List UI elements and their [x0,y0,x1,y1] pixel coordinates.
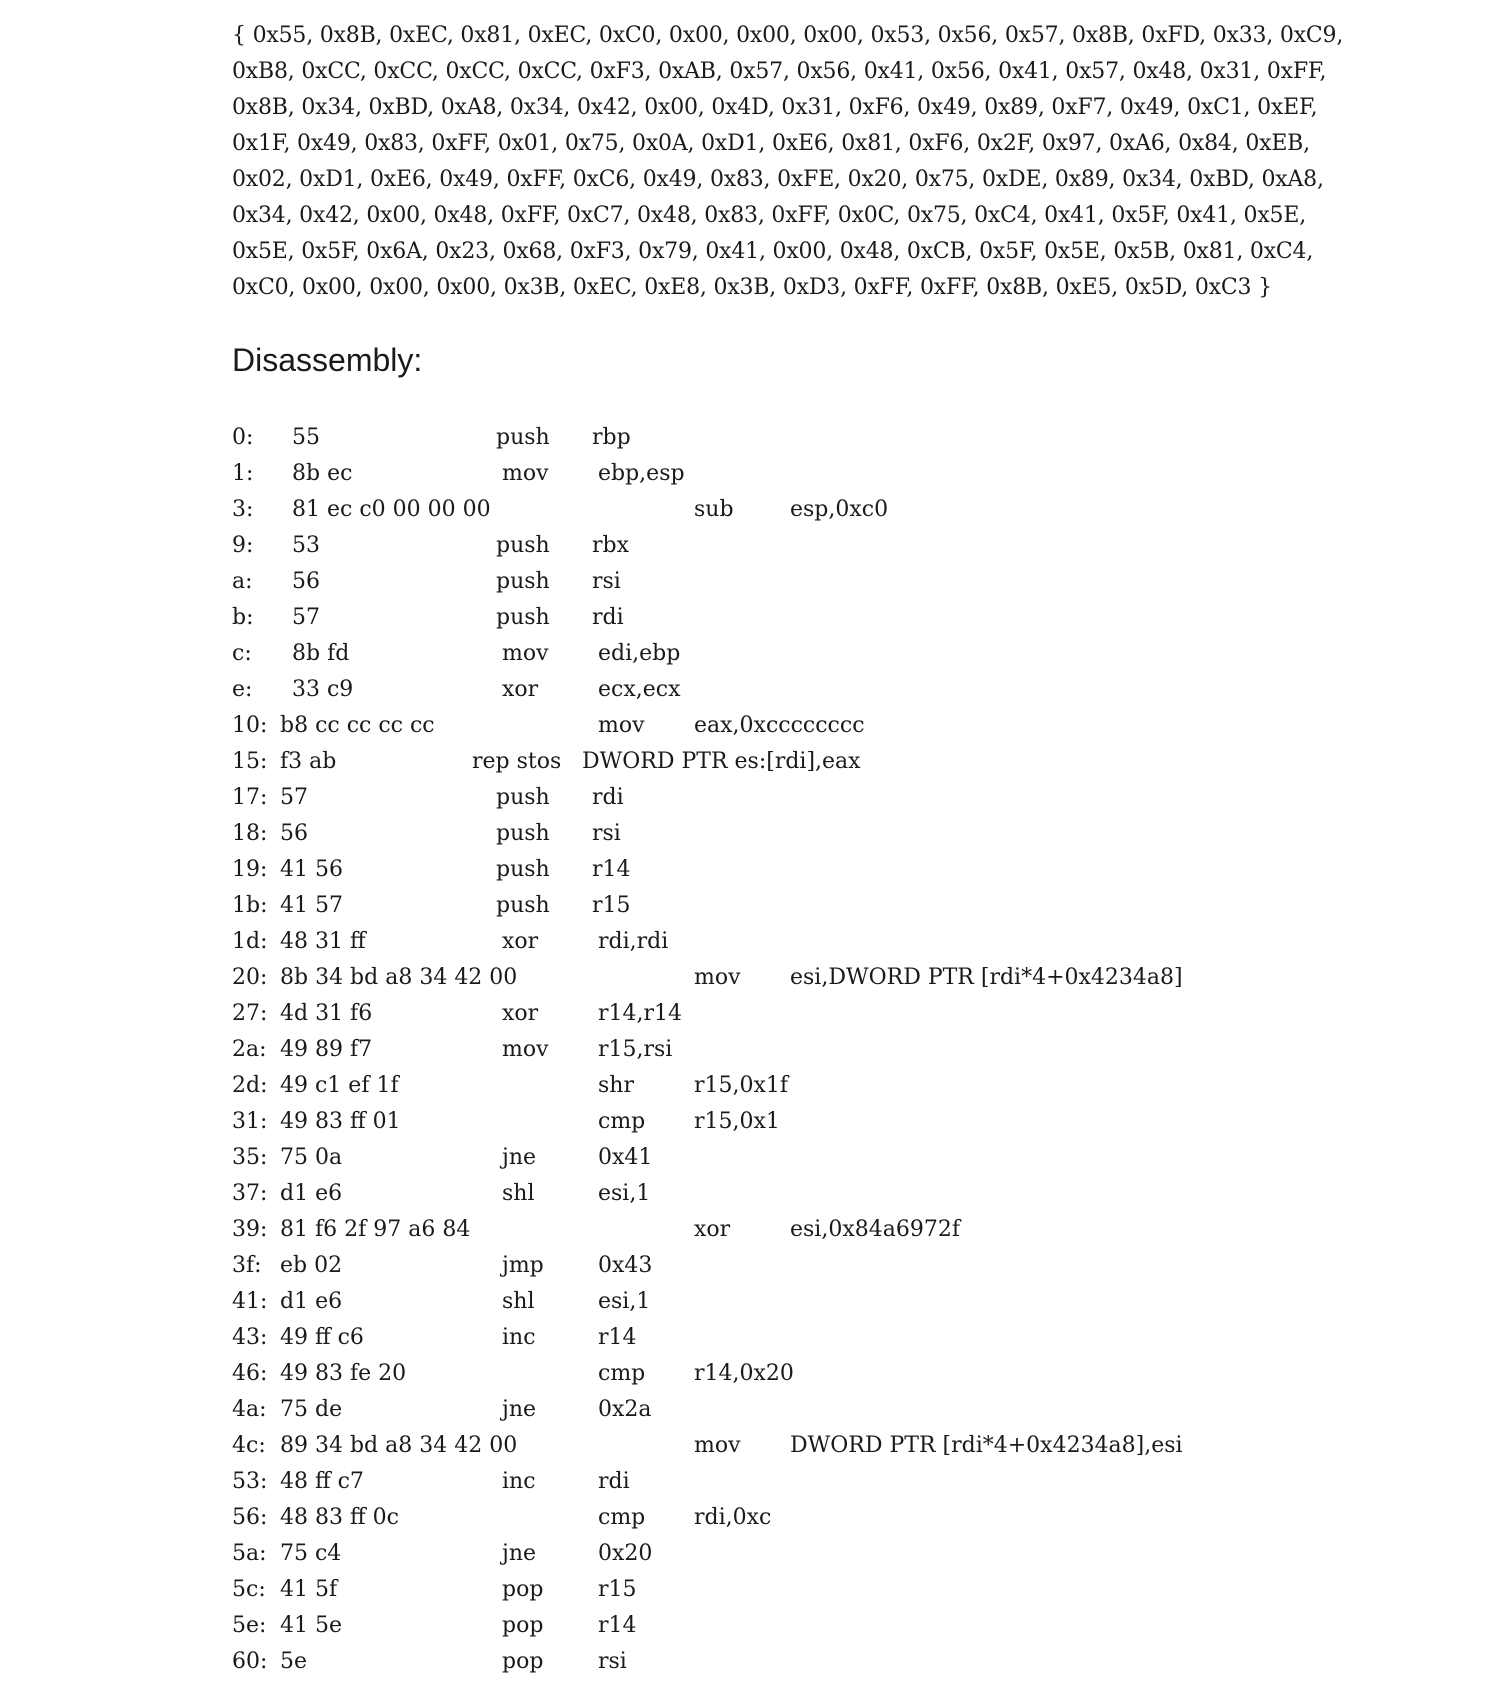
instruction-address: 5c: [232,1577,266,1602]
disassembly-row [232,852,1432,888]
disassembly-row [232,1176,1432,1212]
instruction-operands: rsi [592,569,621,594]
instruction-operands: r15 [592,893,631,918]
instruction-bytes: 48 ff c7 [280,1469,364,1494]
instruction-operands: rdi,0xc [694,1505,772,1530]
instruction-bytes: 75 0a [280,1145,343,1170]
instruction-address: 5a: [232,1541,267,1566]
instruction-operands: r14 [598,1325,637,1350]
instruction-mnemonic: push [496,605,550,630]
instruction-operands: esi,0x84a6972f [790,1217,960,1242]
instruction-bytes: 5e [280,1649,308,1674]
instruction-address: 5e: [232,1613,267,1638]
disassembly-row [232,816,1432,852]
disassembly-row [232,1356,1432,1392]
instruction-address: e: [232,677,253,702]
instruction-bytes: 49 ff c6 [280,1325,364,1350]
disassembly-row [232,636,1432,672]
instruction-bytes: 57 [280,785,308,810]
disassembly-row [232,1032,1432,1068]
instruction-mnemonic: jmp [502,1253,544,1278]
instruction-address: 17: [232,785,268,810]
byte-array-block [232,18,1432,306]
instruction-mnemonic: jne [502,1145,537,1170]
instruction-bytes: 8b 34 bd a8 34 42 00 [280,965,518,990]
instruction-operands: rsi [598,1649,627,1674]
instruction-operands: DWORD PTR es:[rdi],eax [582,749,861,774]
instruction-operands: r14,r14 [598,1001,683,1026]
instruction-address: 2a: [232,1037,267,1062]
byte-line: 0x1F, 0x49, 0x83, 0xFF, 0x01, 0x75, 0x0A, 0xD1, 0xE6, 0x81, 0xF6, 0x2F, 0x97, 0xA6, 0x84, 0xEB, [232,131,1310,156]
byte-line: 0x5E, 0x5F, 0x6A, 0x23, 0x68, 0xF3, 0x79, 0x41, 0x00, 0x48, 0xCB, 0x5F, 0x5E, 0x5B, 0x81, 0xC4, [232,239,1314,264]
byte-line: { 0x55, 0x8B, 0xEC, 0x81, 0xEC, 0xC0, 0x00, 0x00, 0x00, 0x53, 0x56, 0x57, 0x8B, 0xFD, 0x33, 0xC9, [232,23,1344,48]
disassembly-row [232,600,1432,636]
instruction-mnemonic: mov [598,713,645,738]
instruction-bytes: 89 34 bd a8 34 42 00 [280,1433,518,1458]
instruction-mnemonic: inc [502,1325,536,1350]
instruction-mnemonic: push [496,821,550,846]
instruction-address: 9: [232,533,254,558]
instruction-mnemonic: xor [694,1217,731,1242]
instruction-mnemonic: sub [694,497,734,522]
instruction-address: 56: [232,1505,268,1530]
instruction-operands: edi,ebp [598,641,681,666]
instruction-address: 46: [232,1361,268,1386]
instruction-address: 18: [232,821,268,846]
disassembly-row [232,780,1432,816]
disassembly-row [232,888,1432,924]
disassembly-row [232,1464,1432,1500]
instruction-bytes: 55 [292,425,320,450]
instruction-operands: ecx,ecx [598,677,681,702]
disassembly-row [232,420,1432,456]
instruction-address: 1b: [232,893,268,918]
disassembly-row [232,456,1432,492]
instruction-mnemonic: push [496,425,550,450]
disassembly-row [232,1284,1432,1320]
disassembly-row [232,1608,1432,1644]
instruction-mnemonic: xor [502,929,539,954]
instruction-bytes: 49 c1 ef 1f [280,1073,399,1098]
instruction-mnemonic: xor [502,677,539,702]
disassembly-row [232,1140,1432,1176]
instruction-bytes: 49 89 f7 [280,1037,373,1062]
instruction-address: 1: [232,461,254,486]
instruction-operands: r15,0x1 [694,1109,780,1134]
instruction-bytes: 56 [292,569,320,594]
disassembly-row [232,1212,1432,1248]
instruction-mnemonic: push [496,533,550,558]
instruction-operands: 0x43 [598,1253,653,1278]
instruction-bytes: d1 e6 [280,1181,343,1206]
disassembly-row [232,528,1432,564]
instruction-mnemonic: mov [502,641,549,666]
instruction-bytes: 81 ec c0 00 00 00 [292,497,491,522]
instruction-address: 19: [232,857,268,882]
disassembly-row [232,564,1432,600]
disassembly-row [232,1500,1432,1536]
instruction-operands: r15,rsi [598,1037,673,1062]
disassembly-listing [232,420,1432,1680]
instruction-address: 43: [232,1325,268,1350]
instruction-mnemonic: shl [502,1289,535,1314]
disassembly-row [232,924,1432,960]
instruction-bytes: 48 31 ff [280,929,366,954]
instruction-bytes: 41 5e [280,1613,343,1638]
instruction-mnemonic: jne [502,1397,537,1422]
instruction-address: 27: [232,1001,268,1026]
instruction-address: 31: [232,1109,268,1134]
instruction-address: 37: [232,1181,268,1206]
instruction-bytes: 49 83 fe 20 [280,1361,407,1386]
instruction-operands: 0x2a [598,1397,652,1422]
instruction-operands: rbp [592,425,631,450]
instruction-mnemonic: jne [502,1541,537,1566]
instruction-address: 15: [232,749,268,774]
instruction-mnemonic: pop [502,1577,544,1602]
instruction-operands: esp,0xc0 [790,497,889,522]
instruction-operands: 0x41 [598,1145,653,1170]
disassembly-row [232,1572,1432,1608]
instruction-address: 4a: [232,1397,267,1422]
instruction-bytes: 57 [292,605,320,630]
disassembly-row [232,1428,1432,1464]
instruction-bytes: 75 c4 [280,1541,342,1566]
instruction-bytes: eb 02 [280,1253,343,1278]
instruction-address: 10: [232,713,268,738]
disassembly-row [232,672,1432,708]
instruction-mnemonic: pop [502,1649,544,1674]
instruction-bytes: 4d 31 f6 [280,1001,373,1026]
instruction-mnemonic: cmp [598,1361,646,1386]
instruction-operands: esi,DWORD PTR [rdi*4+0x4234a8] [790,965,1183,990]
instruction-mnemonic: rep stos [472,749,562,774]
instruction-bytes: 41 57 [280,893,343,918]
instruction-mnemonic: push [496,857,550,882]
instruction-bytes: 49 83 ff 01 [280,1109,401,1134]
instruction-address: a: [232,569,253,594]
instruction-bytes: 8b fd [292,641,350,666]
instruction-mnemonic: shr [598,1073,634,1098]
instruction-address: c: [232,641,252,666]
instruction-bytes: 53 [292,533,320,558]
instruction-mnemonic: mov [694,965,741,990]
instruction-mnemonic: push [496,893,550,918]
disassembly-row [232,1644,1432,1680]
instruction-mnemonic: shl [502,1181,535,1206]
instruction-mnemonic: push [496,569,550,594]
instruction-operands: r14 [598,1613,637,1638]
instruction-address: 4c: [232,1433,266,1458]
instruction-address: 20: [232,965,268,990]
instruction-mnemonic: mov [502,1037,549,1062]
instruction-bytes: 81 f6 2f 97 a6 84 [280,1217,471,1242]
instruction-operands: 0x20 [598,1541,653,1566]
instruction-operands: esi,1 [598,1289,651,1314]
instruction-address: 41: [232,1289,268,1314]
instruction-mnemonic: mov [694,1433,741,1458]
instruction-bytes: f3 ab [280,749,337,774]
instruction-operands: eax,0xcccccccc [694,713,865,738]
instruction-address: 0: [232,425,254,450]
byte-line: 0xB8, 0xCC, 0xCC, 0xCC, 0xCC, 0xF3, 0xAB, 0x57, 0x56, 0x41, 0x56, 0x41, 0x57, 0x48, 0x31, 0xFF, [232,59,1327,84]
disassembly-row [232,1320,1432,1356]
instruction-bytes: d1 e6 [280,1289,343,1314]
instruction-operands: rsi [592,821,621,846]
disassembly-heading: Disassembly: [232,342,423,378]
instruction-address: 3f: [232,1253,262,1278]
instruction-operands: rbx [592,533,630,558]
disassembly-row [232,996,1432,1032]
instruction-bytes: 56 [280,821,308,846]
instruction-operands: ebp,esp [598,461,685,486]
byte-line: 0x8B, 0x34, 0xBD, 0xA8, 0x34, 0x42, 0x00, 0x4D, 0x31, 0xF6, 0x49, 0x89, 0xF7, 0x49, 0xC1, 0xEF, [232,95,1318,120]
instruction-address: 53: [232,1469,268,1494]
instruction-bytes: 33 c9 [292,677,354,702]
instruction-operands: DWORD PTR [rdi*4+0x4234a8],esi [790,1433,1183,1458]
disassembly-row [232,1104,1432,1140]
disassembly-row [232,492,1432,528]
byte-line: 0x02, 0xD1, 0xE6, 0x49, 0xFF, 0xC6, 0x49, 0x83, 0xFE, 0x20, 0x75, 0xDE, 0x89, 0x34, 0xBD, 0xA8, [232,167,1324,192]
instruction-address: 60: [232,1649,268,1674]
instruction-address: 39: [232,1217,268,1242]
instruction-address: b: [232,605,254,630]
disassembly-row [232,1536,1432,1572]
instruction-operands: r15,0x1f [694,1073,789,1098]
instruction-operands: rdi [598,1469,630,1494]
instruction-bytes: 41 5f [280,1577,338,1602]
disassembly-row [232,708,1432,744]
disassembly-row [232,1248,1432,1284]
document-content [232,18,1432,1680]
byte-line: 0xC0, 0x00, 0x00, 0x00, 0x3B, 0xEC, 0xE8, 0x3B, 0xD3, 0xFF, 0xFF, 0x8B, 0xE5, 0x5D, 0xC3 } [232,275,1272,300]
instruction-address: 3: [232,497,254,522]
instruction-address: 2d: [232,1073,268,1098]
disassembly-row [232,744,1432,780]
instruction-mnemonic: cmp [598,1109,646,1134]
instruction-operands: rdi [592,785,624,810]
instruction-mnemonic: xor [502,1001,539,1026]
instruction-mnemonic: cmp [598,1505,646,1530]
instruction-operands: rdi,rdi [598,929,669,954]
instruction-operands: r14,0x20 [694,1361,794,1386]
instruction-bytes: 48 83 ff 0c [280,1505,399,1530]
instruction-mnemonic: inc [502,1469,536,1494]
instruction-bytes: 8b ec [292,461,353,486]
instruction-bytes: b8 cc cc cc cc [280,713,435,738]
instruction-operands: r15 [598,1577,637,1602]
instruction-mnemonic: push [496,785,550,810]
instruction-operands: esi,1 [598,1181,651,1206]
instruction-bytes: 75 de [280,1397,343,1422]
byte-line: 0x34, 0x42, 0x00, 0x48, 0xFF, 0xC7, 0x48, 0x83, 0xFF, 0x0C, 0x75, 0xC4, 0x41, 0x5F, 0x41, 0x5E, [232,203,1307,228]
disassembly-row [232,1392,1432,1428]
instruction-mnemonic: mov [502,461,549,486]
instruction-bytes: 41 56 [280,857,343,882]
instruction-mnemonic: pop [502,1613,544,1638]
instruction-operands: r14 [592,857,631,882]
disassembly-row [232,960,1432,996]
instruction-address: 1d: [232,929,268,954]
instruction-address: 35: [232,1145,268,1170]
disassembly-row [232,1068,1432,1104]
instruction-operands: rdi [592,605,624,630]
